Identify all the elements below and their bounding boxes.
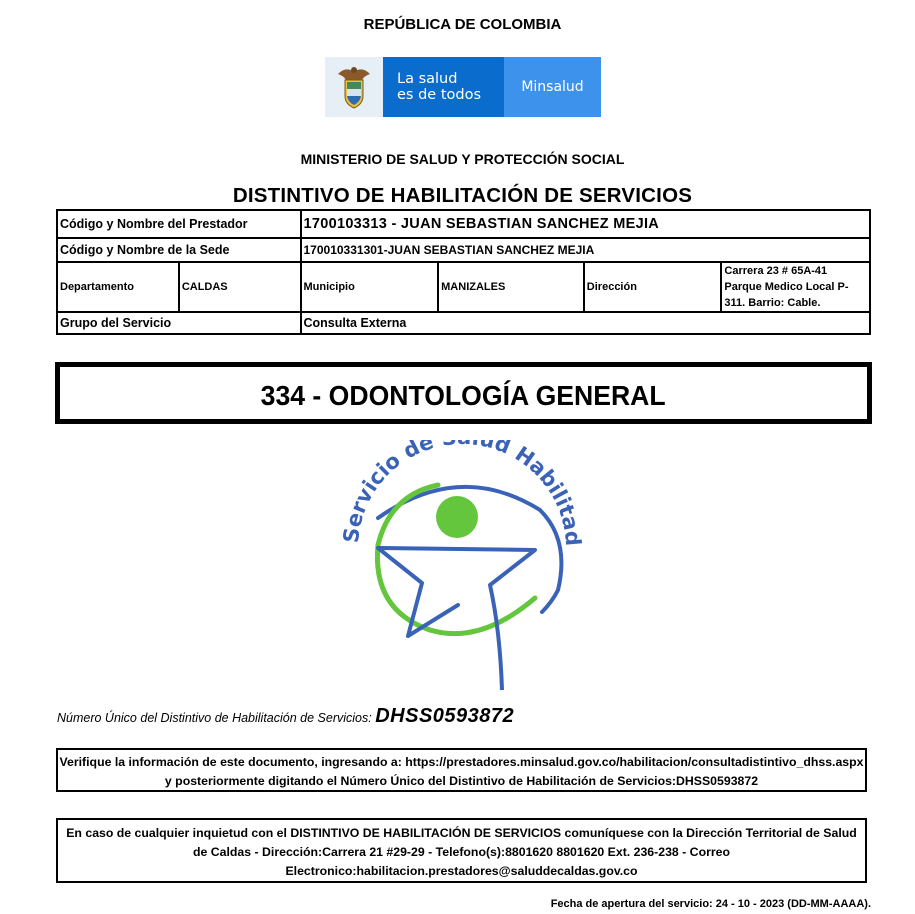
service-title: 334 - ODONTOLOGÍA GENERAL	[261, 380, 666, 411]
brand-name: Minsalud	[504, 57, 601, 117]
departamento-value: CALDAS	[179, 262, 301, 312]
table-row	[57, 238, 870, 262]
ministry-heading: MINISTERIO DE SALUD Y PROTECCIÓN SOCIAL	[300, 151, 625, 167]
emblem-head	[436, 496, 478, 538]
grupo-value: Consulta Externa	[301, 312, 871, 334]
sede-value: 170010331301-JUAN SEBASTIAN SANCHEZ MEJIA	[301, 238, 871, 262]
habilitado-emblem-icon	[330, 440, 590, 690]
coat-of-arms-icon	[325, 57, 383, 117]
verify-line-1: Verifique la información de este documento, ingresando a: https://prestadores.minsalud.gov.co/habilitacion/consultadistintivo_dhss.aspx	[59, 755, 864, 769]
service-open-date: Fecha de apertura del servicio: 24 - 10 - 2023 (DD-MM-AAAA).	[550, 898, 871, 910]
numero-unico-code: DHSS0593872	[375, 705, 515, 727]
minsalud-logo	[325, 57, 601, 117]
grupo-label: Grupo del Servicio	[57, 312, 301, 334]
table-row	[57, 210, 870, 238]
municipio-value: MANIZALES	[438, 262, 584, 312]
departamento-label: Departamento	[57, 262, 179, 312]
municipio-label: Municipio	[301, 262, 439, 312]
verify-notice	[56, 748, 867, 792]
direccion-value: Carrera 23 # 65A-41 Parque Medico Local P-311. Barrio: Cable.	[721, 262, 870, 312]
direccion-label: Dirección	[584, 262, 722, 312]
prestador-value: 1700103313 - JUAN SEBASTIAN SANCHEZ MEJIA	[301, 210, 871, 238]
contact-text: En caso de cualquier inquietud con el DISTINTIVO DE HABILITACIÓN DE SERVICIOS comuníquese con la Dirección Territorial de Salud de Caldas - Dirección:Carrera 21 #29-29 - Telefono(s):8801620 8801620 Ext. 236-238 - Correo Electronico:habilitacion.prestadores@saluddecaldas.gov.co	[66, 826, 857, 878]
sede-label: Código y Nombre de la Sede	[57, 238, 301, 262]
slogan-line-2: es de todos	[397, 87, 482, 103]
slogan-line-1: La salud	[397, 71, 458, 87]
contact-notice	[56, 818, 867, 883]
numero-unico-label: Número Único del Distintivo de Habilitación de Servicios:	[57, 711, 372, 725]
table-row	[57, 312, 870, 334]
verify-line-2: y posteriormente digitando el Número Único del Distintivo de Habilitación de Servicios:DHSS0593872	[164, 774, 759, 788]
service-title-box	[55, 362, 872, 424]
country-heading: REPÚBLICA DE COLOMBIA	[363, 16, 562, 33]
document-title: DISTINTIVO DE HABILITACIÓN DE SERVICIOS	[232, 184, 693, 207]
emblem-figure	[378, 548, 535, 690]
prestador-label: Código y Nombre del Prestador	[57, 210, 301, 238]
slogan	[383, 57, 504, 117]
numero-unico	[57, 705, 514, 728]
emblem-text: Servicio de d Habilitad	[338, 440, 586, 547]
table-row	[57, 262, 870, 312]
provider-info-table	[56, 209, 871, 335]
